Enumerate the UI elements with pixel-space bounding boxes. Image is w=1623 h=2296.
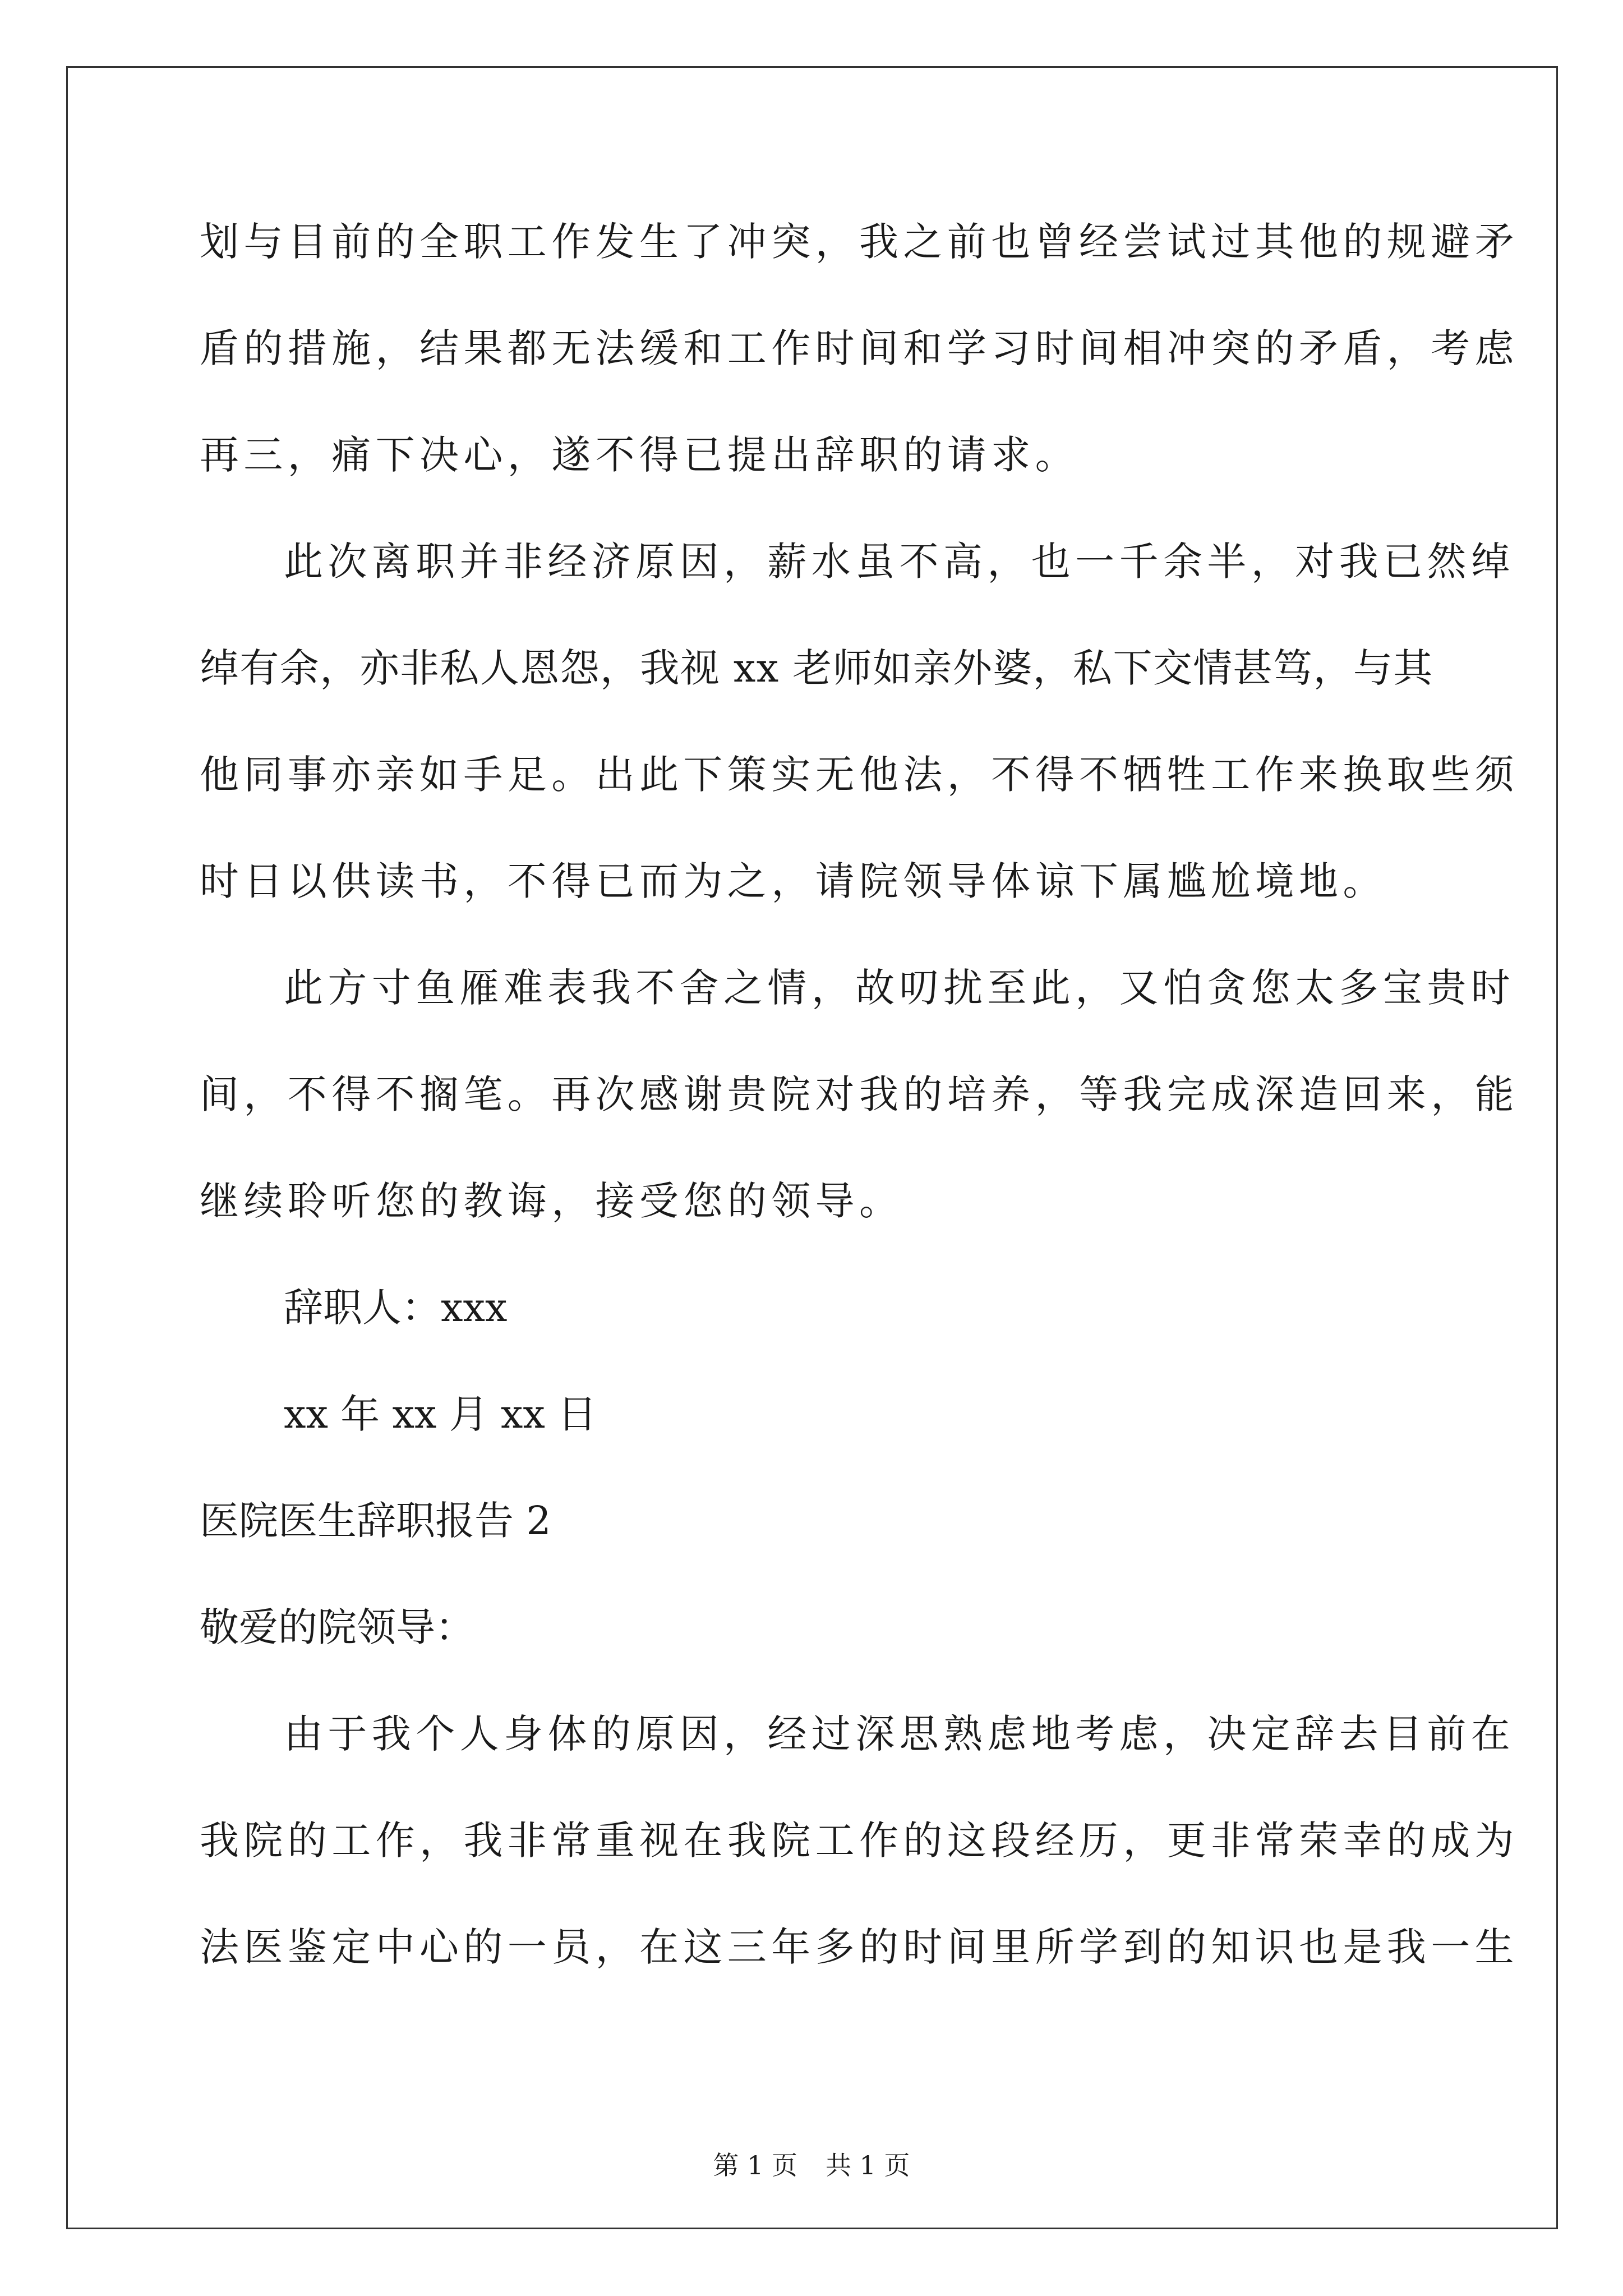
text-line: 划与目前的全职工作发生了冲突，我之前也曾经尝试过其他的规避矛	[200, 219, 1519, 265]
signature-line: 辞职人：xxx	[284, 1285, 508, 1331]
text-line: 绰有余，亦非私人恩怨，我视 xx 老师如亲外婆，私下交情甚笃，与其	[200, 645, 1433, 691]
text-line: 继续聆听您的教诲，接受您的领导。	[200, 1178, 903, 1224]
salutation: 敬爱的院领导：	[200, 1604, 474, 1650]
text-line: 盾的措施，结果都无法缓和工作时间和学习时间相冲突的矛盾，考虑	[200, 325, 1519, 371]
text-line: 我院的工作，我非常重视在我院工作的这段经历，更非常荣幸的成为	[200, 1818, 1519, 1864]
text-line: 此方寸鱼雁难表我不舍之情，故叨扰至此，又怕贪您太多宝贵时	[284, 965, 1515, 1011]
text-line: 此次离职并非经济原因，薪水虽不高，也一千余半，对我已然绰	[284, 539, 1515, 585]
text-line: 时日以供读书，不得已而为之，请院领导体谅下属尴尬境地。	[200, 858, 1387, 904]
page-footer	[0, 2148, 1623, 2182]
page-number: 第 1 页	[713, 2150, 797, 2180]
document-body	[200, 211, 1519, 2023]
text-line: 间，不得不搁笔。再次感谢贵院对我的培养，等我完成深造回来，能	[200, 1071, 1519, 1117]
date-line: xx 年 xx 月 xx 日	[284, 1391, 597, 1437]
text-line: 法医鉴定中心的一员，在这三年多的时间里所学到的知识也是我一生	[200, 1924, 1519, 1970]
text-line: 他同事亦亲如手足。出此下策实无他法，不得不牺牲工作来换取些须	[200, 752, 1519, 798]
page-total: 共 1 页	[826, 2150, 910, 2180]
text-line: 由于我个人身体的原因，经过深思熟虑地考虑，决定辞去目前在	[284, 1711, 1515, 1757]
text-line: 再三，痛下决心，遂不得已提出辞职的请求。	[200, 432, 1079, 478]
section-heading: 医院医生辞职报告 2	[200, 1498, 551, 1544]
